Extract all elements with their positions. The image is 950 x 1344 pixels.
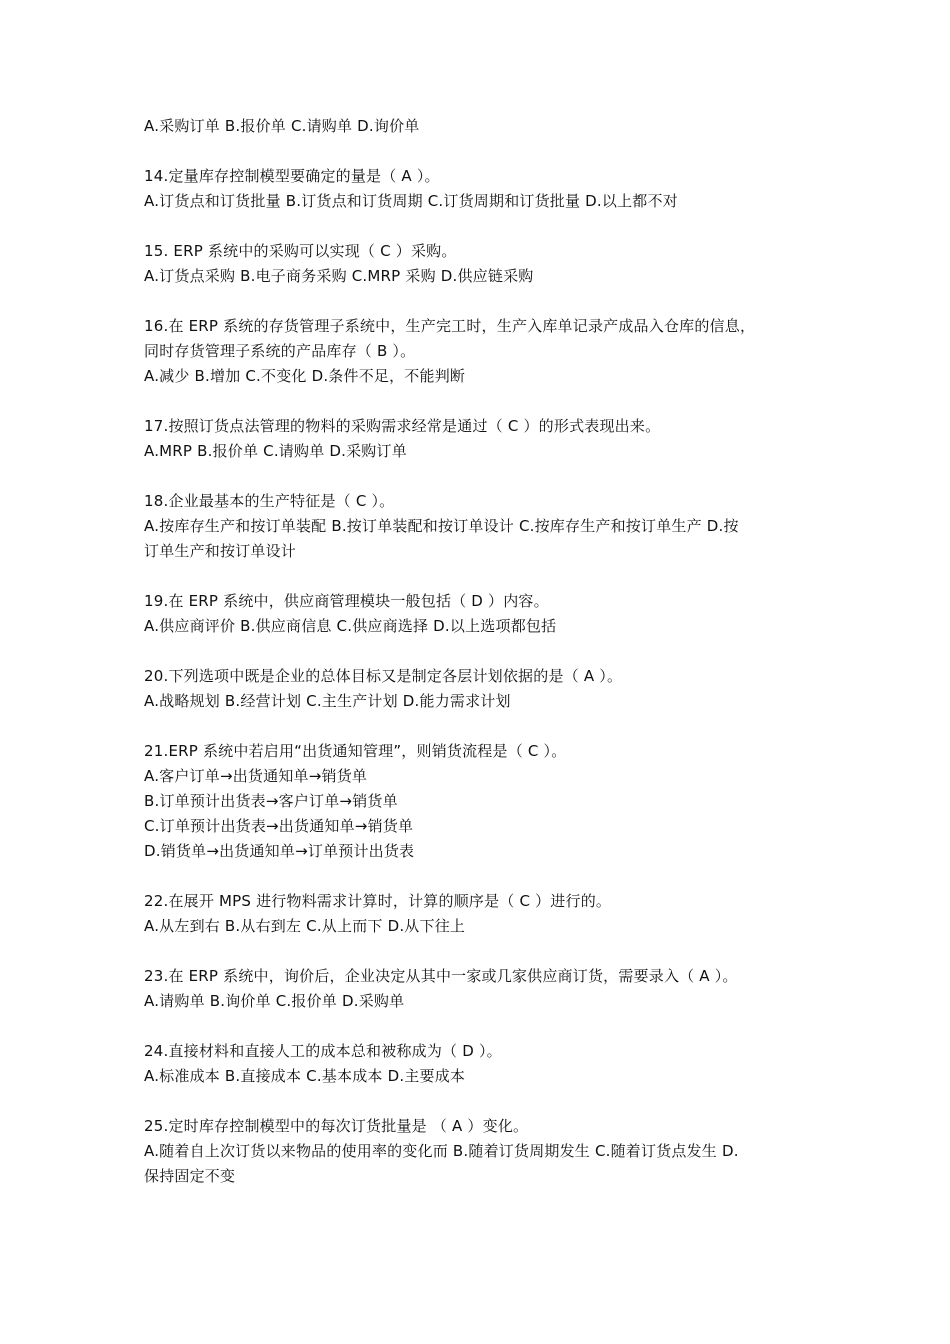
question-line: 订单生产和按订单设计 (144, 542, 297, 560)
question-block (144, 489, 812, 564)
question-block (144, 1039, 812, 1089)
question-block (144, 314, 812, 389)
question-line: 17.按照订货点法管理的物料的采购需求经常是通过（ C ）的形式表现出来。 (144, 417, 661, 435)
question-block (144, 239, 812, 289)
question-line: 25.定时库存控制模型中的每次订货批量是 （ A ）变化。 (144, 1117, 529, 1135)
question-block (144, 589, 812, 639)
question-block (144, 889, 812, 939)
question-line: A.请购单 B.询价单 C.报价单 D.采购单 (144, 992, 405, 1010)
question-line: A.减少 B.增加 C.不变化 D.条件不足，不能判断 (144, 367, 466, 385)
question-line: D.销货单→出货通知单→订单预计出货表 (144, 842, 415, 860)
question-line: 19.在 ERP 系统中，供应商管理模块一般包括（ D ）内容。 (144, 592, 549, 610)
question-line: 16.在 ERP 系统的存货管理子系统中，生产完工时，生产入库单记录产成品入仓库的信息， (144, 317, 756, 335)
question-block (144, 1114, 812, 1189)
question-line: A.MRP B.报价单 C.请购单 D.采购订单 (144, 442, 407, 460)
question-line: A.订货点和订货批量 B.订货点和订货周期 C.订货周期和订货批量 D.以上都不对 (144, 192, 678, 210)
question-line: 21.ERP 系统中若启用“出货通知管理”，则销货流程是（ C ）。 (144, 742, 567, 760)
question-line: A.订货点采购 B.电子商务采购 C.MRP 采购 D.供应链采购 (144, 267, 534, 285)
question-line: A.按库存生产和按订单装配 B.按订单装配和按订单设计 C.按库存生产和按订单生产 D.按 (144, 517, 739, 535)
question-block (144, 664, 812, 714)
question-block (144, 414, 812, 464)
question-line: 15. ERP 系统中的采购可以实现（ C ）采购。 (144, 242, 457, 260)
question-line: 23.在 ERP 系统中，询价后，企业决定从其中一家或几家供应商订货，需要录入（ A ）。 (144, 967, 738, 985)
document-page (144, 114, 812, 1214)
question-line: 20.下列选项中既是企业的总体目标又是制定各层计划依据的是（ A ）。 (144, 667, 623, 685)
question-line: 18.企业最基本的生产特征是（ C ）。 (144, 492, 395, 510)
question-line: A.从左到右 B.从右到左 C.从上而下 D.从下往上 (144, 917, 466, 935)
question-block (144, 739, 812, 864)
question-line: A.采购订单 B.报价单 C.请购单 D.询价单 (144, 117, 420, 135)
question-line: B.订单预计出货表→客户订单→销货单 (144, 792, 398, 810)
question-line: C.订单预计出货表→出货通知单→销货单 (144, 817, 414, 835)
question-line: 22.在展开 MPS 进行物料需求计算时，计算的顺序是（ C ）进行的。 (144, 892, 612, 910)
question-line: A.标准成本 B.直接成本 C.基本成本 D.主要成本 (144, 1067, 466, 1085)
question-block (144, 164, 812, 214)
question-block (144, 114, 812, 139)
question-line: A.客户订单→出货通知单→销货单 (144, 767, 368, 785)
question-line: 同时存货管理子系统的产品库存（ B ）。 (144, 342, 416, 360)
question-line: A.供应商评价 B.供应商信息 C.供应商选择 D.以上选项都包括 (144, 617, 557, 635)
question-line: 保持固定不变 (144, 1167, 236, 1185)
question-line: A.战略规划 B.经营计划 C.主生产计划 D.能力需求计划 (144, 692, 511, 710)
question-line: 24.直接材料和直接人工的成本总和被称成为（ D ）。 (144, 1042, 502, 1060)
question-line: A.随着自上次订货以来物品的使用率的变化而 B.随着订货周期发生 C.随着订货点发生 D. (144, 1142, 739, 1160)
question-block (144, 964, 812, 1014)
question-line: 14.定量库存控制模型要确定的量是（ A ）。 (144, 167, 440, 185)
